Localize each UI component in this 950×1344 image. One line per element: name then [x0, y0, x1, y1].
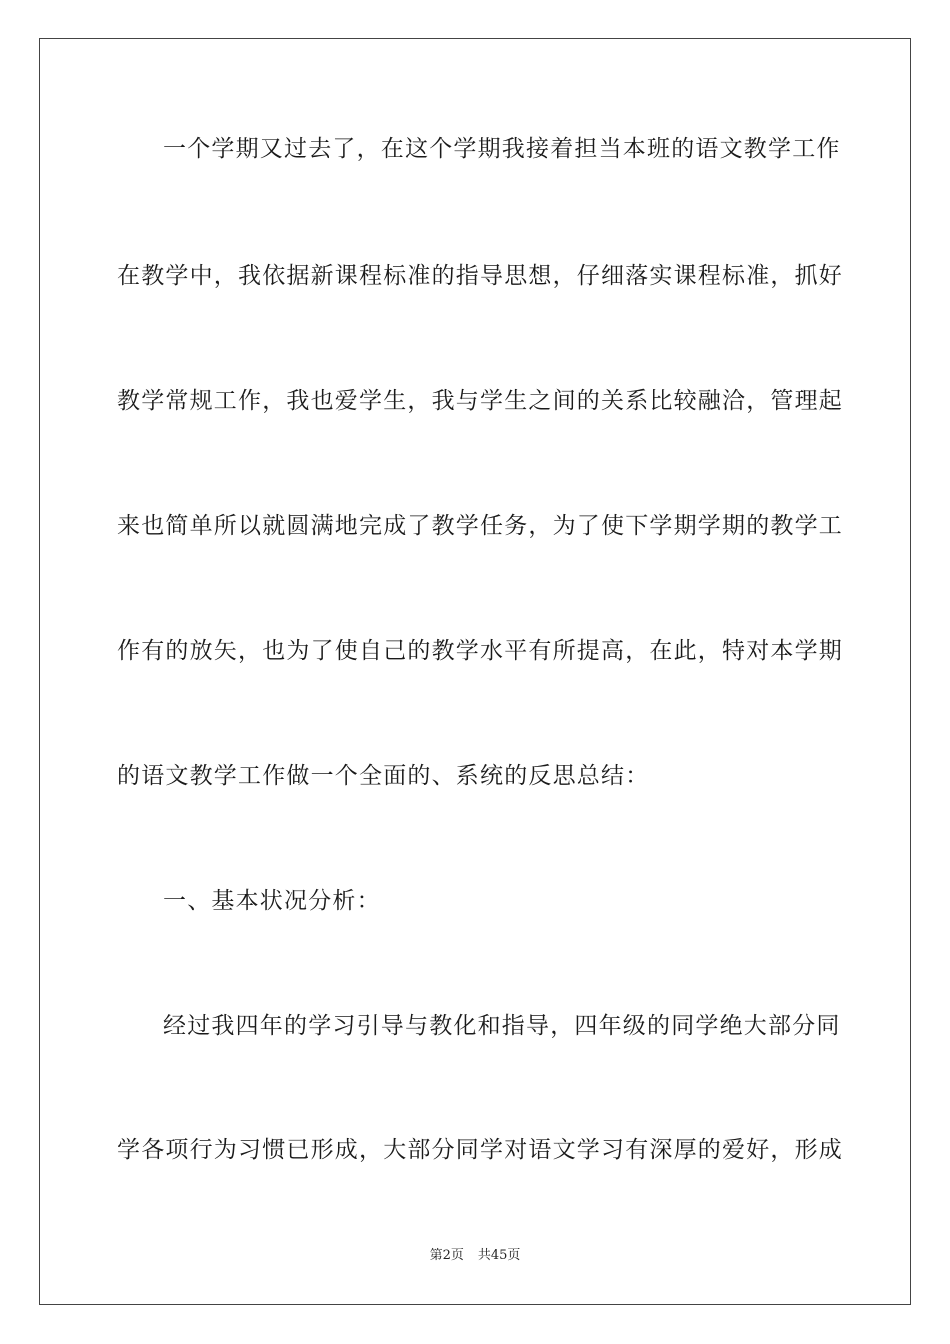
section-heading: 一、基本状况分析：: [163, 888, 381, 914]
text-line-3: 教学常规工作，我也爱学生，我与学生之间的关系比较融洽，管理起: [117, 388, 843, 414]
text-line-5: 作有的放矢，也为了使自己的教学水平有所提高，在此，特对本学期: [117, 638, 843, 664]
page-border: [39, 38, 911, 1305]
text-line-8: 经过我四年的学习引导与教化和指导，四年级的同学绝大部分同: [163, 1013, 841, 1039]
text-line-2: 在教学中，我依据新课程标准的指导思想，仔细落实课程标准，抓好: [117, 263, 843, 289]
page-number: 第2页: [429, 1248, 464, 1263]
text-line-9: 学各项行为习惯已形成，大部分同学对语文学习有深厚的爱好，形成: [117, 1137, 843, 1163]
page-footer: [0, 1247, 950, 1265]
text-line-4: 来也简单所以就圆满地完成了教学任务，为了使下学期学期的教学工: [117, 513, 843, 539]
text-line-6: 的语文教学工作做一个全面的、系统的反思总结：: [117, 763, 650, 789]
text-line-1: 一个学期又过去了，在这个学期我接着担当本班的语文教学工作: [163, 136, 841, 162]
total-pages: 共45页: [477, 1248, 521, 1263]
